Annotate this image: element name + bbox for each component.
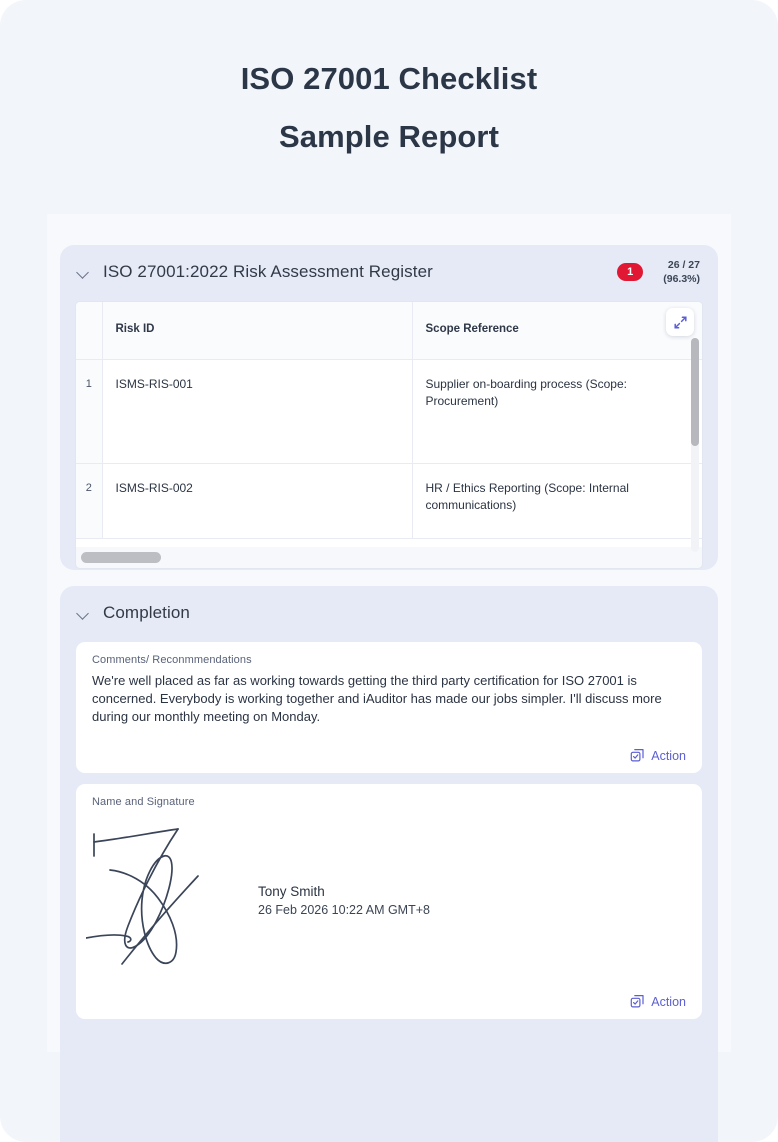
risk-section-title: ISO 27001:2022 Risk Assessment Register <box>103 262 433 281</box>
action-stacked-check-icon <box>630 994 645 1009</box>
signature-label: Name and Signature <box>92 796 195 808</box>
risk-table <box>76 302 703 539</box>
expand-diagonal-icon[interactable] <box>666 308 694 336</box>
risk-table-container <box>75 301 703 553</box>
row-index: 1 <box>76 359 102 463</box>
table-row[interactable] <box>76 463 703 538</box>
comments-action-button[interactable] <box>630 748 686 763</box>
column-header-index <box>76 302 102 359</box>
chevron-down-icon[interactable] <box>75 264 91 280</box>
signer-name: Tony Smith <box>258 884 325 899</box>
handwritten-signature <box>86 822 246 972</box>
page-title-line-1: ISO 27001 Checklist <box>240 61 538 96</box>
chevron-down-icon[interactable] <box>75 605 91 621</box>
page-title <box>0 50 778 166</box>
table-vertical-scrollbar-thumb[interactable] <box>691 338 699 446</box>
column-header-scope-reference: Scope Reference <box>412 302 703 359</box>
table-horizontal-scrollbar[interactable] <box>75 547 703 569</box>
completion-section-header[interactable] <box>60 586 718 640</box>
table-vertical-scrollbar[interactable] <box>691 338 699 552</box>
report-container <box>47 214 731 1052</box>
signature-datetime: 26 Feb 2026 10:22 AM GMT+8 <box>258 903 430 917</box>
expand-arrows-glyph <box>674 316 687 329</box>
section-risk-assessment-register <box>60 245 718 570</box>
signature-panel <box>76 784 702 1019</box>
cell-scope-reference: HR / Ethics Reporting (Scope: Internal communications) <box>412 463 703 538</box>
risk-section-header[interactable] <box>60 245 718 299</box>
cell-risk-id: ISMS-RIS-002 <box>102 463 412 538</box>
cell-risk-id: ISMS-RIS-001 <box>102 359 412 463</box>
action-stacked-check-icon <box>630 748 645 763</box>
risk-table-head <box>76 302 703 359</box>
table-row[interactable] <box>76 359 703 463</box>
score-fraction: 26 / 27 <box>667 259 700 271</box>
score-summary <box>663 258 700 286</box>
completion-section-title: Completion <box>103 603 190 622</box>
cell-scope-reference: Supplier on-boarding process (Scope: Procurement) <box>412 359 703 463</box>
comments-value: We're well placed as far as working towards getting the third party certification for ISO 27001 is concerned. Everybody is working together and iAuditor has made our jobs simpler. I'll discuss more during our monthly meeting on Monday. <box>92 673 662 724</box>
comments-panel <box>76 642 702 773</box>
row-index: 2 <box>76 463 102 538</box>
table-horizontal-scrollbar-thumb[interactable] <box>81 552 161 563</box>
risk-header-right <box>617 258 700 286</box>
signature-action-button[interactable] <box>630 994 686 1009</box>
signature-meta <box>258 882 430 920</box>
signature-row <box>76 808 702 978</box>
risk-table-body <box>76 359 703 538</box>
status-badge: 1 <box>617 263 643 281</box>
section-completion <box>60 586 718 1142</box>
score-percent: (96.3%) <box>663 273 700 285</box>
table-header-row <box>76 302 703 359</box>
comments-label: Comments/ Reconmmendations <box>92 654 252 666</box>
signature-action-label: Action <box>651 994 686 1009</box>
comments-action-label: Action <box>651 748 686 763</box>
page-title-line-2: Sample Report <box>278 119 500 154</box>
column-header-risk-id: Risk ID <box>102 302 412 359</box>
